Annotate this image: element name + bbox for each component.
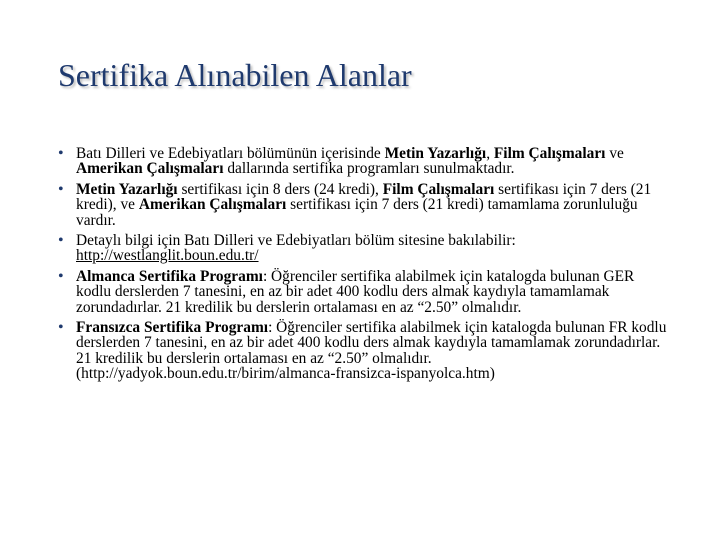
bullet-item-german-program — [58, 269, 668, 315]
program-metin-yazarligi: Metin Yazarlığı — [76, 180, 178, 198]
program-amerikan-calismalari: Amerikan Çalışmaları — [76, 160, 224, 178]
bullet-text: Batı Dilleri ve Edebiyatları bölümünün içerisinde — [76, 145, 385, 162]
department-site-link[interactable]: http://westlanglit.boun.edu.tr/ — [76, 247, 259, 265]
bullet-text: : Öğrenciler sertifika alabilmek için katalogda bulunan GER kodlu derslerden 7 tanesini, en az bir adet 400 kodlu ders almak kaydıyla tamamlamak zorundadırlar. 21 kredilik bu derslerin ortalaması en az “2.50” olmalıdır. — [76, 267, 635, 316]
program-film-calismalari: Film Çalışmaları — [382, 180, 495, 198]
bullet-text: , — [486, 145, 494, 162]
program-fransizca: Fransızca Sertifika Programı — [76, 319, 269, 337]
bullet-item-requirements — [58, 182, 668, 228]
bullet-text: Detaylı bilgi için Batı Dilleri ve Edebiyatları bölüm sitesine bakılabilir: — [76, 232, 516, 250]
bullet-text: sertifikası için 7 ders (21 kredi), ve — [76, 180, 652, 214]
bullet-text: dallarında sertifika programları sunulmaktadır. — [223, 160, 515, 178]
bullet-text: sertifikası için 7 ders (21 kredi) tamamlama zorunluluğu vardır. — [76, 196, 638, 229]
bullet-item-programs — [58, 146, 668, 177]
program-metin-yazarligi: Metin Yazarlığı — [384, 145, 487, 162]
bullet-item-details — [58, 233, 668, 264]
bullet-item-french-program — [58, 320, 668, 382]
bullet-text: : Öğrenciler sertifika alabilmek için katalogda bulunan FR kodlu derslerden 7 tanesini, en az bir adet 400 kodlu ders almak kaydıyla tamamlamak zorundadırlar. 21 kredilik bu derslerin ortalaması en az “2.50” olmalıdır. (http://yadyok.boun.edu.tr/birim/almanca-fransizca-ispanyolca.htm) — [76, 319, 667, 383]
program-amerikan-calismalari: Amerikan Çalışmaları — [138, 196, 287, 214]
program-almanca: Almanca Sertifika Programı — [76, 267, 263, 285]
slide-title: Sertifika Alınabilen Alanlar — [58, 57, 412, 93]
program-film-calismalari: Film Çalışmaları — [493, 145, 606, 162]
bullet-text: ve — [605, 145, 624, 162]
bullet-text: sertifikası için 8 ders (24 kredi), — [177, 180, 383, 198]
bullet-list — [58, 146, 668, 387]
